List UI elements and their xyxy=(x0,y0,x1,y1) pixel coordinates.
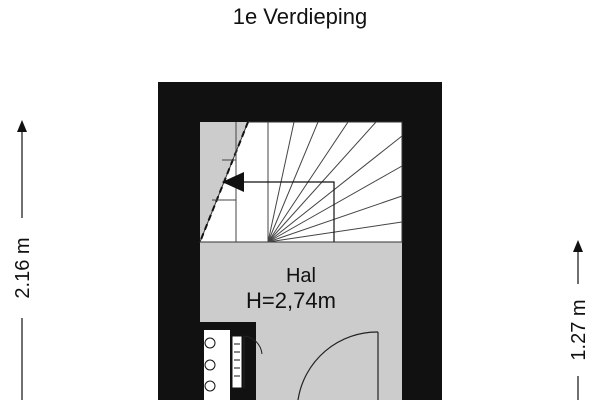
room-name: Hal xyxy=(285,265,317,287)
arrow-up-icon xyxy=(17,120,27,132)
room-height: H=2,74m xyxy=(246,288,336,313)
arrow-up-icon xyxy=(573,240,583,252)
utility-closet xyxy=(196,322,262,400)
left-dimension-label: 2.16 m xyxy=(12,237,34,299)
left-dimension xyxy=(12,120,34,400)
right-dimension-label: 1.27 m xyxy=(568,299,590,361)
floor-title: 1e Verdieping xyxy=(232,4,368,29)
right-dimension xyxy=(568,240,590,400)
